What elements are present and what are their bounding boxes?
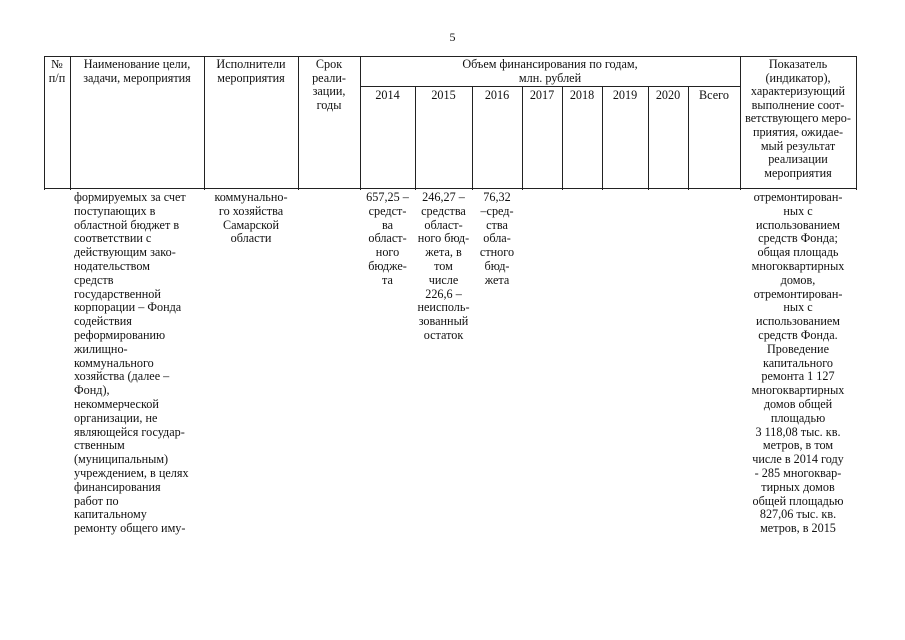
table-right-border xyxy=(856,56,857,190)
header-year-2014: 2014 xyxy=(375,88,400,102)
row-name-cell: формируемых за счет поступающих в областной бюджет в соответствии с действующим зако- нодательством средств государственной корпорации – Фонда содействия реформированию жилищно- коммунального хозяйства (далее – Фонд), некоммерческой организации, не являющейся государ- ственным (муниципальным) учреждением, в целях финансирования работ по капитальному ремонту общего иму- xyxy=(74,190,189,536)
header-bottom-border xyxy=(44,188,856,189)
header-term: Срок реали- зации, годы xyxy=(312,57,346,112)
header-year-2017: 2017 xyxy=(529,88,555,102)
page-number: 5 xyxy=(449,30,456,44)
header-total: Всего xyxy=(699,88,729,102)
header-num: № п/п xyxy=(48,57,66,85)
row-executors-cell: коммунально- го хозяйства Самарской области xyxy=(214,190,288,246)
funding-subheader-divider xyxy=(360,86,740,87)
row-2015-cell: 246,27 – средства област- ного бюд- жета, в том числе 226,6 – неисполь- зованный остаток xyxy=(417,190,470,342)
header-year-2019: 2019 xyxy=(612,88,638,102)
header-name: Наименование цели, задачи, мероприятия xyxy=(83,57,191,85)
row-2016-cell: 76,32 –сред- ства обла- стного бюд- жета xyxy=(479,190,515,287)
row-2014-cell: 657,25 – средст- ва област- ного бюдже- та xyxy=(366,190,409,287)
header-year-2018: 2018 xyxy=(569,88,595,102)
header-indicator: Показатель (индикатор), характеризующий выполнение соот- ветствующего меро- приятия, ожидае- мый результат реализации мероприятия xyxy=(745,57,851,180)
header-funding: Объем финансирования по годам, млн. рублей xyxy=(462,57,638,85)
row-indicator-cell: отремонтирован- ных с использованием средств Фонда; общая площадь многоквартирных домов, отремонтирован- ных с использованием средств Фонда. Проведение капитального ремонта 1 127 многоквартирных домов общей площадью 3 118,08 тыс. кв. метров, в том числе в 2014 году - 285 многоквар- тирных домов общей площадью 827,06 тыс. кв. метров, в 2015 xyxy=(751,190,845,536)
header-year-2016: 2016 xyxy=(484,88,510,102)
header-executors: Исполнители мероприятия xyxy=(216,57,286,85)
header-year-2020: 2020 xyxy=(655,88,681,102)
header-year-2015: 2015 xyxy=(431,88,456,102)
